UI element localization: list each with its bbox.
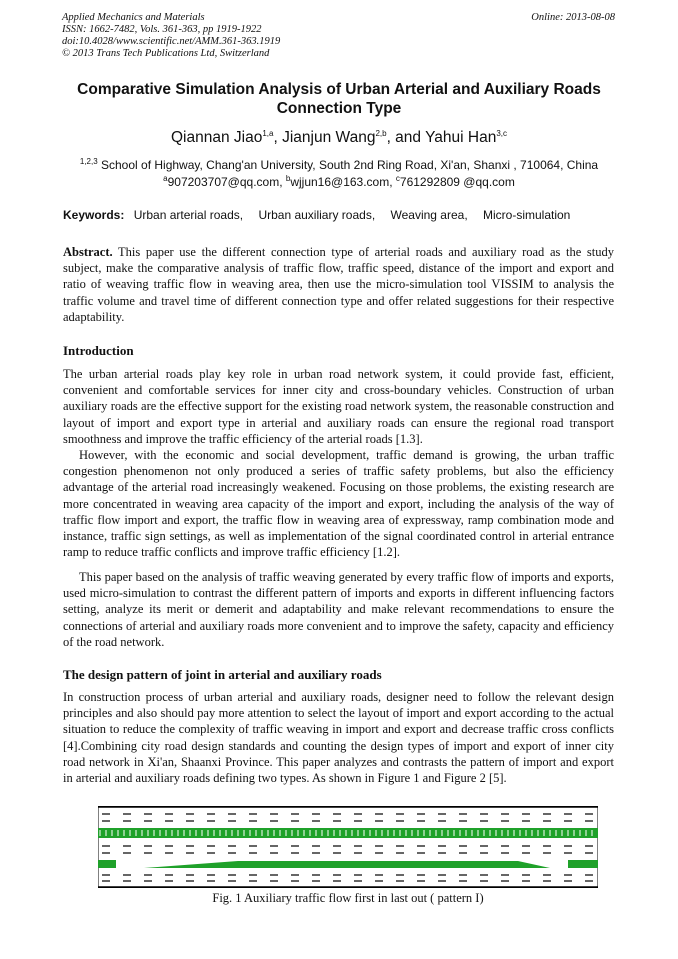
- email-c-sup: c: [395, 174, 400, 183]
- journal-name: Applied Mechanics and Materials: [62, 12, 205, 23]
- keyword: Micro-simulation: [483, 208, 571, 222]
- intro-paragraph-3: This paper based on the analysis of traffic weaving generated by every traffic flow of imports and exports, used micro-simulation to contrast the different pattern of imports and exports in different influencing factors setting, analyze its merit or demerit and adaptability and make relevant recommendations to ensure the connections of arterial and auxiliary roads more convenient and to improve the safety, capacity and efficiency of the road network.: [63, 570, 614, 649]
- figure-frame: [98, 806, 598, 888]
- author-1: Qiannan Jiao: [171, 129, 263, 147]
- author-2: Jianjun Wang: [282, 129, 376, 147]
- authors: [40, 129, 638, 147]
- intro-paragraph-1: The urban arterial roads play key role in urban road network system, it could provide fast, efficient, convenient and comfortable services for inner city and cross-boundary vehicles. Construction of urban auxiliary roads are the effective support for the existing road network system, the reasonable construction and layout of import and export type in arterial and auxiliary roads can ensure the regional road transport smoothness and improve the traffic efficiency of the arterial roads [1.3].: [63, 367, 614, 446]
- abstract: [63, 244, 614, 325]
- email-b-sup: b: [285, 174, 291, 183]
- road-connection-figure: [98, 806, 598, 888]
- keywords-label: Keywords:: [63, 208, 125, 222]
- journal-header: [62, 12, 280, 60]
- median-strip-lower-left: [98, 860, 116, 868]
- issn: ISSN: 1662-7482, Vols. 361-363, pp 1919-1922: [62, 24, 262, 35]
- author-1-sup: 1,a: [262, 129, 274, 138]
- paper-title: Comparative Simulation Analysis of Urban Arterial and Auxiliary Roads Connection Type: [77, 81, 601, 117]
- email-b[interactable]: wjjun16@163.com,: [290, 175, 396, 189]
- affiliation-text: School of Highway, Chang'an University, South 2nd Ring Road, Xi'an, Shanxi , 710064, China: [97, 158, 599, 172]
- keyword: Weaving area,: [390, 208, 468, 222]
- abstract-label: Abstract.: [63, 245, 113, 259]
- figure-caption: Fig. 1 Auxiliary traffic flow first in last out ( pattern I): [212, 891, 484, 905]
- author-sep-1: ,: [273, 129, 283, 147]
- intro-paragraph-2: However, with the economic and social development, traffic demand is growing, the urban traffic congestion phenomenon not only produced a series of traffic safety problems, but also the efficiency advantage of the arterial road increasingly weakened. Focusing on those problems, the existing research are more concentrated in weaving area capacity of the import and export, including the analysis of the way of traffic flow import and export, the traffic flow in weaving area of expressway, ramp combination mode and instance, traffic sign settings, as well as implementation of the signal coordinated control in arterial entrance ramp to reduce traffic conflicts and improve traffic efficiency [1.2].: [63, 448, 614, 560]
- affiliation: [40, 157, 638, 172]
- keyword: Urban auxiliary roads,: [258, 208, 376, 222]
- section-heading-introduction: Introduction: [63, 343, 134, 358]
- email-c[interactable]: 761292809 @qq.com: [399, 175, 515, 189]
- email-a[interactable]: 907203707@qq.com,: [167, 175, 286, 189]
- affiliation-sup: 1,2,3: [79, 157, 98, 166]
- email-a-sup: a: [163, 174, 168, 183]
- abstract-text: This paper use the different connection type of arterial roads and auxiliary road as the study subject, make the comparative analysis of traffic flow, traffic speed, distance of the import and export and ratio of weaving traffic flow in weaving area, then use the micro-simulation tool VISSIM to analysis the traffic volume and travel time of different connection type and offer related suggestions for their respective adaptability.: [63, 245, 614, 324]
- keyword: Urban arterial roads,: [133, 208, 244, 222]
- doi: doi:10.4028/www.scientific.net/AMM.361-363.1919: [62, 36, 281, 47]
- author-3: Yahui Han: [425, 129, 497, 147]
- copyright: © 2013 Trans Tech Publications Ltd, Switzerland: [62, 48, 270, 59]
- section-heading-design-pattern: The design pattern of joint in arterial and auxiliary roads: [63, 667, 382, 682]
- keywords: [63, 208, 582, 222]
- online-date: Online: 2013-08-08: [531, 12, 615, 23]
- author-sep-2: , and: [386, 129, 426, 147]
- author-2-sup: 2,b: [375, 129, 387, 138]
- median-strip-lower-right: [568, 860, 598, 868]
- median-strip-upper: [98, 828, 598, 838]
- author-3-sup: 3,c: [496, 129, 507, 138]
- emails: [40, 174, 638, 189]
- design-paragraph-1: In construction process of urban arterial and auxiliary roads, designer need to follow the relevant design principles and also should pay more attention to select the layout of import and export according to the actual situation to reduce the complexity of traffic weaving in import and export and decrease traffic cross conflicts [4].Combining city road design standards and counting the design types of import and export of inner city road network in Xi'an, Shaanxi Province. This paper analyzes and contrasts the pattern of import and export in arterial and auxiliary roads defining two types. As shown in Figure 1 and Figure 2 [5].: [63, 690, 614, 786]
